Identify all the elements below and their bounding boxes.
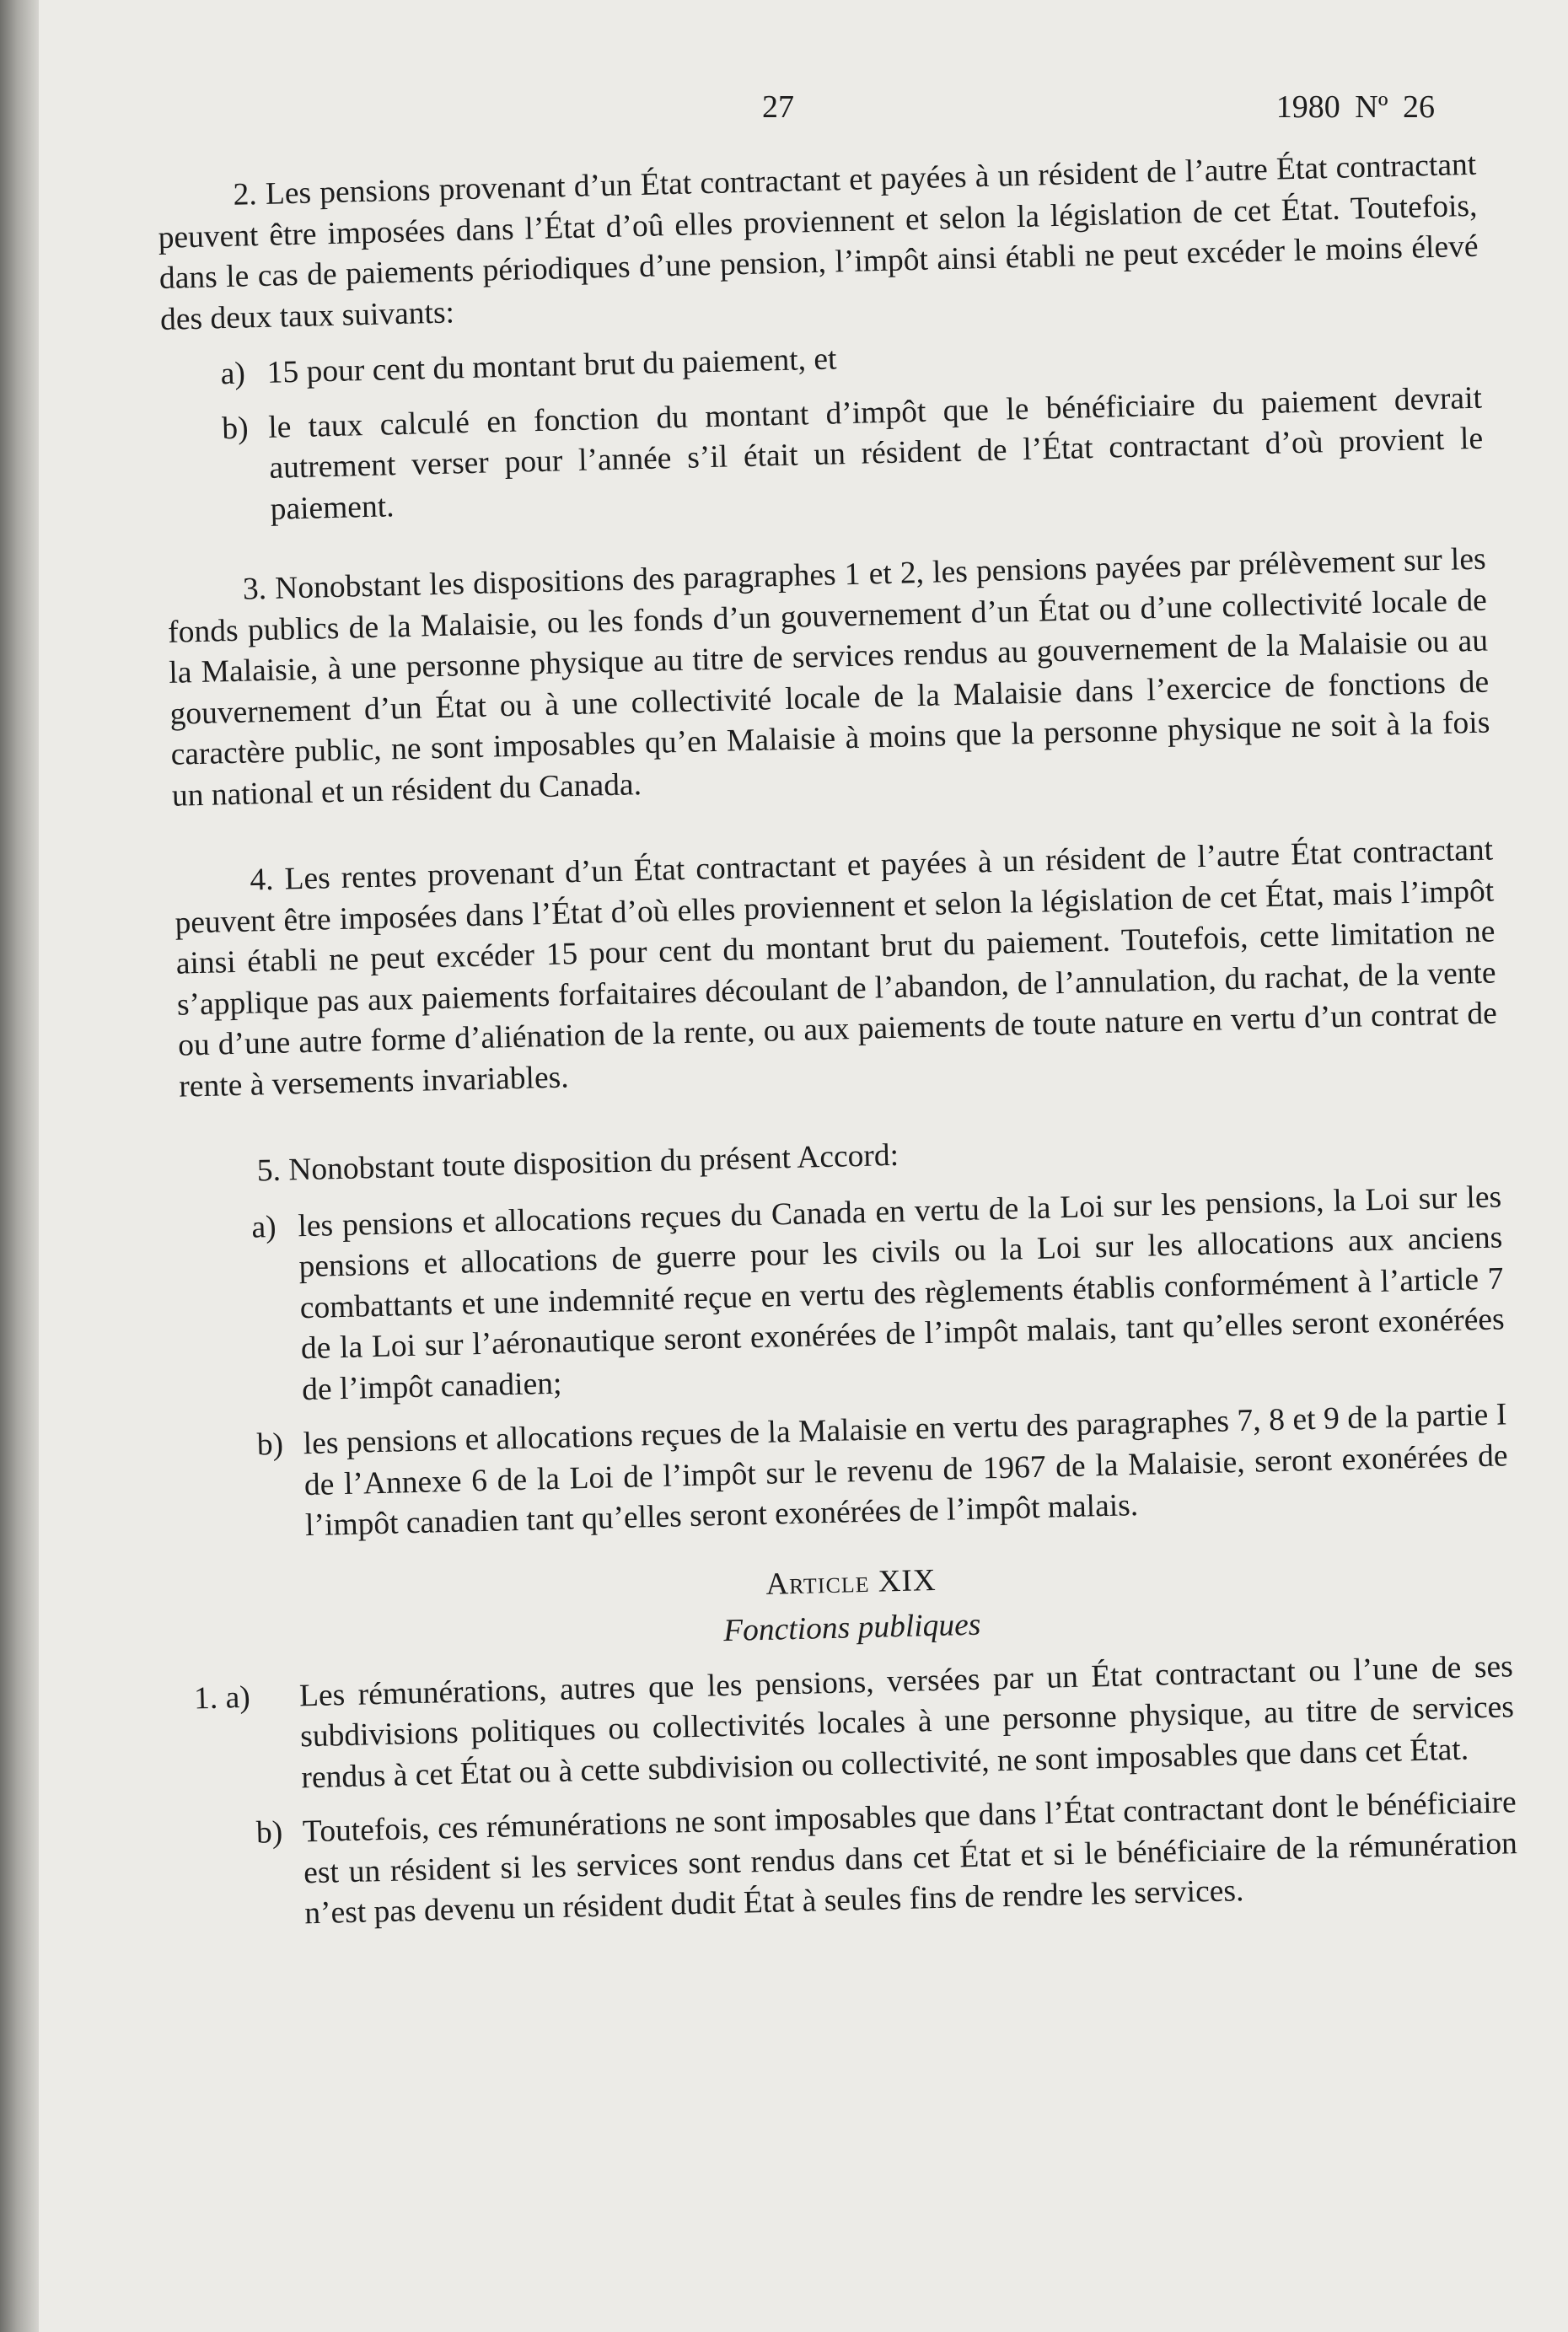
item-text: Toutefois, ces rémunérations ne sont imposables que dans l’État contractant dont le bénéficiaire est un résident si les services sont rendus dans cet État et si le bénéficiaire de la rémunération n’est pas devenu un résident dudit État à seules fins de rendre les services. [302,1785,1518,1932]
article-subtitle: Fonctions publiques [722,1607,981,1649]
article-word: Article [765,1564,871,1602]
paragraph-4: 4. Les rentes provenant d’un État contractant et payées à un résident de l’autre État contractant peuvent être imposées dans l’État d’où elles proviennent et selon la législation de cet État, mais l’impôt ainsi établi ne peut excéder 15 pour cent du montant brut du paiement. Toutefois, cette limitation ne s’applique pas aux paiements forfaitaires découlant de l’abandon, de l’annulation, du rachat, de la vente ou d’une autre forme d’aliénation de la rente, ou aux paiements de toute nature en vertu d’un contrat de rente à versements invariables. [175,832,1498,1104]
item-text: le taux calculé en fonction du montant d’impôt que le bénéficiaire du paiement devrait autrement verser pour l’année s’il était un résident de l’État contractant d’où provient le paiement. [267,380,1484,527]
item-label: a) [250,1209,277,1245]
item-text: les pensions et allocations reçues du Canada en vertu de la Loi sur les pensions, la Loi sur les pensions et allocations de guerre pour les civils ou la Loi sur les allocations aux anciens combattants et une indemnité reçue en vertu des règlements établis conformément à l’article 7 de la Loi sur l’aéronautique seront exonérées de l’impôt malais, tant qu’elles seront exonérées de l’impôt canadien; [297,1179,1506,1407]
document-page [39,0,1568,2332]
item-label: b) [256,1427,284,1463]
item-label: b) [255,1814,283,1851]
item-text: les pensions et allocations reçues de la Malaisie en vertu des paragraphes 7, 8 et 9 de la partie I de l’Annexe 6 de la Loi de l’impôt sur le revenu de 1967 de la Malaisie, seront exonérées de l’impôt canadien tant qu’elles seront exonérées de l’impôt malais. [303,1397,1509,1544]
item-label: b) [221,410,250,446]
paragraph-2: 2. Les pensions provenant d’un État contractant et payées à un résident de l’autre État contractant peuvent être imposées dans l’État d’oû elles proviennent et selon la législation de cet État. Toutefois, dans le cas de paiements périodiques d’une pension, l’impôt ainsi établi ne peut excéder le moins élevé des deux taux suivants: [158,147,1479,337]
item-label: 1. a) [193,1679,251,1716]
item-text: Les rémunérations, autres que les pensions, versées par un État contractant ou l’une de ses subdivisions politiques ou collectivités locales à une personne physique, au titre de services rendus à cet État ou à cette subdivision ou collectivité, ne sont imposables que dans cet État. [298,1648,1515,1795]
item-text: 15 pour cent du montant brut du paiement, et [266,341,837,390]
list-item [222,378,1485,531]
list-item [194,1647,1516,1802]
page-header [39,89,1568,139]
book-binding-shadow [0,0,39,2332]
list-item [251,1177,1506,1412]
paragraph-5: 5. Nonobstant toute disposition du présent Accord: [256,1137,899,1189]
list-item [256,1394,1509,1548]
statute-year-number: 1980 Nº 26 [1275,89,1435,125]
paragraph-3: 3. Nonobstant les dispositions des paragraphes 1 et 2, les pensions payées par prélèvement sur les fonds publics de la Malaisie, ou les fonds d’un gouvernement d’un État ou d’une collectivité locale de la Malaisie, à une personne physique au titre de services rendus au gouvernement de la Malaisie ou au gouvernement d’un État ou à une collectivité locale de la Malaisie dans l’exercice de fonctions de caractère public, ne sont imposables qu’en Malaisie à moins que la personne physique ne soit à la fois un national et un résident du Canada. [167,541,1490,814]
list-item [255,1782,1518,1936]
page-body [157,145,1519,1951]
page-number: 27 [762,89,794,125]
item-label: a) [220,356,246,392]
article-number: XIX [878,1562,937,1599]
